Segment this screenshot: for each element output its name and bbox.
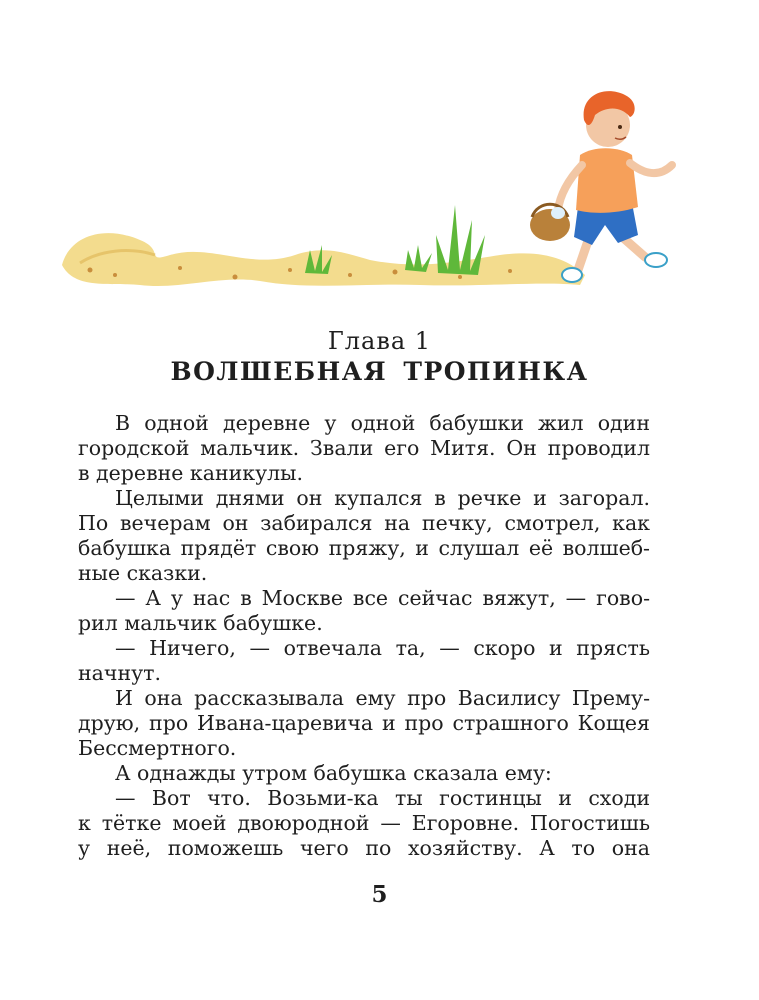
body-text (78, 411, 650, 861)
text-line: городской мальчик. Звали его Митя. Он проводил (78, 436, 650, 460)
text-line: И она рассказывала ему про Василису Прему- (115, 686, 650, 710)
text-line: друю, про Ивана-царевича и про страшного Кощея (78, 711, 650, 735)
text-line: — Ничего, — отвечала та, — скоро и прясть (115, 636, 650, 660)
chapter-number: Глава 1 (327, 327, 432, 355)
text-line: В одной деревне у одной бабушки жил один (115, 411, 650, 435)
text-line: А однажды утром бабушка сказала ему: (115, 761, 552, 785)
boy-figure (530, 91, 672, 282)
chapter-title: ВОЛШЕБНАЯ ТРОПИНКА (170, 357, 589, 386)
text-line: Целыми днями он купался в речке и загорал. (115, 486, 650, 510)
text-line: Бессмертного. (78, 736, 237, 760)
text-line: рил мальчик бабушке. (78, 611, 323, 635)
text-line: у неё, поможешь чего по хозяйству. А то она (78, 836, 650, 860)
page-number: 5 (371, 881, 388, 908)
text-line: По вечерам он забирался на печку, смотрел, как (78, 511, 650, 535)
text-line: к тётке моей двоюродной — Егоровне. Погостишь (78, 811, 650, 835)
text-line: — Вот что. Возьми-ка ты гостинцы и сходи (115, 786, 650, 810)
boy-on-path-illustration (60, 85, 700, 300)
text-line: — А у нас в Москве все сейчас вяжут, — гово- (115, 586, 650, 610)
text-line: бабушка прядёт свою пряжу, и слушал её волшеб- (78, 536, 650, 560)
text-line: ные сказки. (78, 561, 208, 585)
sandy-path (62, 233, 585, 286)
text-line: начнут. (78, 661, 162, 685)
text-line: в деревне каникулы. (78, 461, 304, 485)
